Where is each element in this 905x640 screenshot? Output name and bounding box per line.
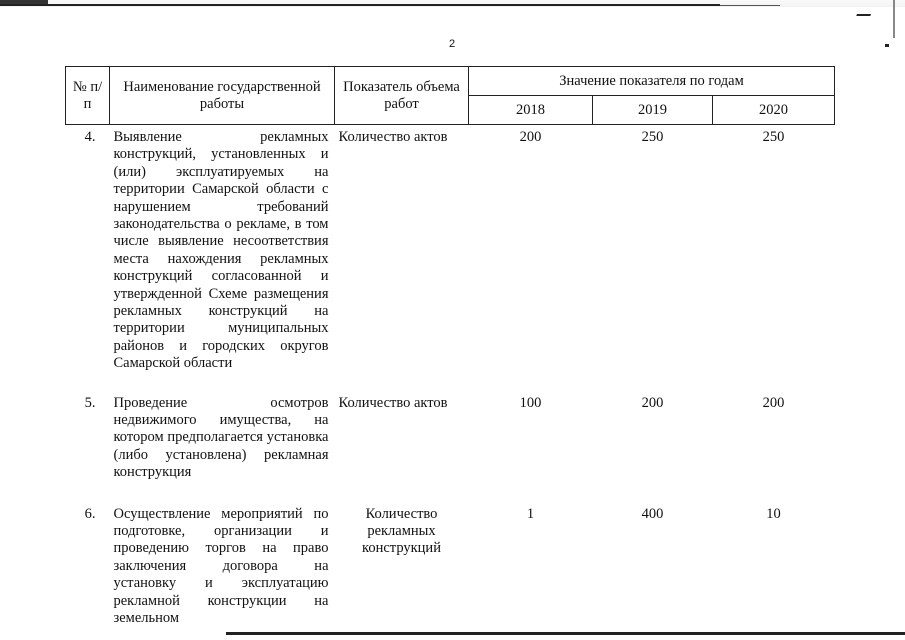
header-indicator: Показатель объема работ bbox=[335, 67, 469, 125]
indicator: Количество рекламных конструкций bbox=[362, 505, 441, 557]
value-2020: 250 bbox=[762, 129, 785, 145]
work-name-cell bbox=[110, 125, 335, 391]
value-2019: 400 bbox=[641, 505, 664, 522]
works-table bbox=[65, 66, 835, 627]
work-name: Проведение осмотров недвижимого имущества, на котором предполагается установка (либо установлена) рекламная конструкция bbox=[113, 394, 329, 481]
header-work-name: Наименование государственной работы bbox=[110, 67, 335, 125]
work-name-cell bbox=[110, 391, 335, 502]
scan-mark-dot bbox=[885, 44, 889, 47]
work-name: Выявление рекламных конструкций, установленных и (или) эксплуатируемых на территории Самарской области с нарушением требований законодательства о рекламе, в том числе выявление несоответствия места нахождения рекламных конструкций согласованной и утвержденной Схеме размещения рекламных конструкций на территории муниципальных районов и городских округов Самарской области bbox=[113, 129, 329, 372]
work-name-cell bbox=[110, 502, 335, 628]
value-2020: 200 bbox=[762, 394, 785, 411]
table-row bbox=[66, 391, 835, 502]
header-year: 2019 bbox=[593, 96, 713, 125]
value-2019: 200 bbox=[641, 394, 664, 411]
header-num: № п/п bbox=[66, 67, 110, 125]
row-number: 4. bbox=[84, 129, 96, 145]
row-number: 6. bbox=[84, 505, 96, 522]
value-2018: 200 bbox=[519, 129, 542, 145]
value-2019: 250 bbox=[641, 129, 664, 145]
header-values-by-year: Значение показателя по годам bbox=[469, 67, 835, 96]
table-row bbox=[66, 502, 835, 628]
scan-line-bottom bbox=[226, 632, 905, 635]
indicator: Количество актов bbox=[338, 394, 448, 411]
value-2018: 1 bbox=[526, 505, 535, 522]
scan-mark-tick bbox=[853, 14, 871, 25]
scan-line-top bbox=[0, 4, 720, 6]
value-2018: 100 bbox=[519, 394, 542, 411]
row-number: 5. bbox=[84, 394, 96, 411]
header-year: 2018 bbox=[469, 96, 593, 125]
header-year: 2020 bbox=[713, 96, 835, 125]
scan-line-top-tail bbox=[720, 5, 780, 6]
scan-edge-right bbox=[893, 0, 895, 38]
table-row bbox=[66, 125, 835, 391]
value-2020: 10 bbox=[766, 505, 781, 522]
page-number: 2 bbox=[448, 38, 456, 50]
work-name: Осуществление мероприятий по подготовке, организации и проведению торгов на право заключения договора на установку и эксплуатацию рекламной конструкции на земельном bbox=[113, 505, 329, 626]
indicator: Количество актов bbox=[338, 129, 448, 145]
